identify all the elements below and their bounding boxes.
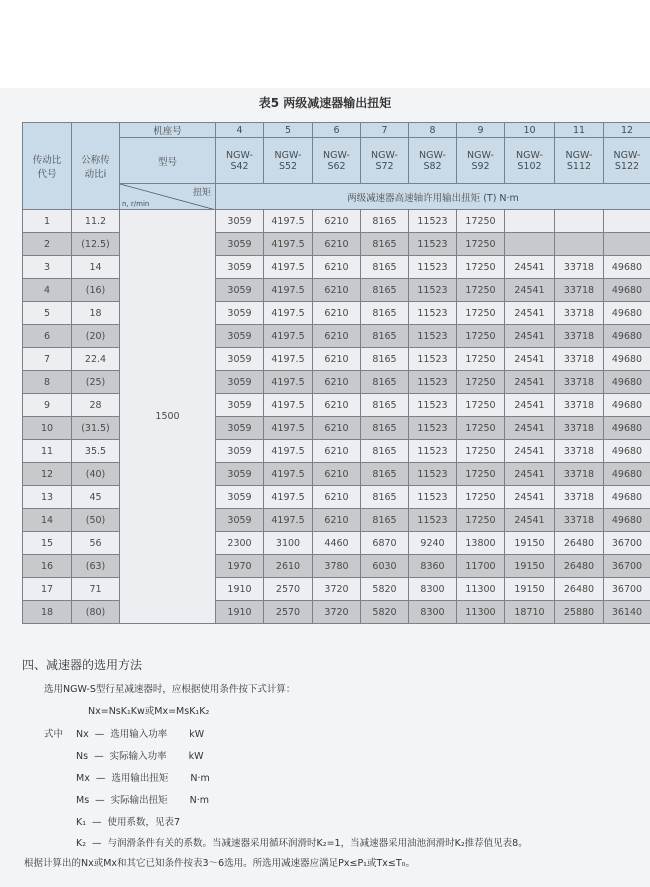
torque-value-cell: 4197.5 xyxy=(264,463,313,486)
input-speed-cell: 1500 xyxy=(120,210,216,624)
torque-value-cell: 25880 xyxy=(555,601,604,624)
table-title: 表5 两级减速器输出扭矩 xyxy=(258,96,392,110)
torque-value-cell: 33718 xyxy=(555,348,604,371)
model-cell: NGW-S92 xyxy=(457,138,505,184)
torque-value-cell: 17250 xyxy=(457,348,505,371)
torque-value-cell: 3059 xyxy=(216,233,264,256)
torque-value-cell: 4197.5 xyxy=(264,233,313,256)
table-row xyxy=(23,486,650,509)
torque-value-cell: 4197.5 xyxy=(264,210,313,233)
torque-value-cell: 6210 xyxy=(313,394,361,417)
torque-value-cell: 11523 xyxy=(409,233,457,256)
where-prefix: 式中 xyxy=(44,729,64,740)
nominal-ratio-cell: (50) xyxy=(72,509,120,532)
torque-value-cell: 3100 xyxy=(264,532,313,555)
torque-value-cell: 4460 xyxy=(313,532,361,555)
ratio-code-cell: 10 xyxy=(23,417,72,440)
table-row xyxy=(23,371,650,394)
torque-value-cell xyxy=(604,233,650,256)
table-row xyxy=(23,601,650,624)
torque-value-cell: 4197.5 xyxy=(264,486,313,509)
torque-value-cell: 17250 xyxy=(457,486,505,509)
torque-value-cell: 4197.5 xyxy=(264,279,313,302)
definition-unit: kW xyxy=(189,729,205,740)
torque-value-cell: 26480 xyxy=(555,532,604,555)
torque-value-cell: 9240 xyxy=(409,532,457,555)
torque-value-cell: 17250 xyxy=(457,509,505,532)
definition-text: 实际输入功率 xyxy=(109,751,167,762)
torque-value-cell: 17250 xyxy=(457,325,505,348)
ratio-code-cell: 17 xyxy=(23,578,72,601)
ratio-code-cell: 16 xyxy=(23,555,72,578)
header-ratio-code: 传动比代号 xyxy=(23,123,72,210)
torque-value-cell: 49680 xyxy=(604,509,650,532)
torque-value-cell xyxy=(555,210,604,233)
torque-value-cell: 17250 xyxy=(457,210,505,233)
torque-value-cell: 11523 xyxy=(409,463,457,486)
torque-value-cell: 24541 xyxy=(505,279,555,302)
torque-value-cell: 4197.5 xyxy=(264,394,313,417)
nominal-ratio-cell: (40) xyxy=(72,463,120,486)
torque-value-cell: 6210 xyxy=(313,210,361,233)
table-row xyxy=(23,233,650,256)
torque-value-cell: 49680 xyxy=(604,371,650,394)
frame-cell: 5 xyxy=(264,123,313,138)
torque-value-cell xyxy=(604,210,650,233)
torque-value-cell: 6210 xyxy=(313,417,361,440)
torque-table xyxy=(22,122,650,624)
torque-value-cell: 13800 xyxy=(457,532,505,555)
torque-value-cell: 11523 xyxy=(409,256,457,279)
torque-value-cell: 8165 xyxy=(361,509,409,532)
table-row xyxy=(23,578,650,601)
ratio-code-cell: 12 xyxy=(23,463,72,486)
frame-cell: 9 xyxy=(457,123,505,138)
torque-value-cell: 19150 xyxy=(505,578,555,601)
header-frame-label: 机座号 xyxy=(120,123,216,138)
torque-value-cell: 33718 xyxy=(555,509,604,532)
table-row xyxy=(23,463,650,486)
torque-value-cell: 8165 xyxy=(361,210,409,233)
table-row xyxy=(23,394,650,417)
torque-value-cell: 11523 xyxy=(409,279,457,302)
nominal-ratio-cell: (20) xyxy=(72,325,120,348)
torque-value-cell: 24541 xyxy=(505,371,555,394)
definition-unit: N·m xyxy=(189,795,210,806)
torque-value-cell xyxy=(505,210,555,233)
torque-value-cell: 11523 xyxy=(409,210,457,233)
torque-value-cell: 6210 xyxy=(313,348,361,371)
nominal-ratio-cell: 18 xyxy=(72,302,120,325)
table-row xyxy=(23,440,650,463)
torque-value-cell: 8165 xyxy=(361,417,409,440)
table-row xyxy=(23,256,650,279)
torque-value-cell: 3059 xyxy=(216,463,264,486)
torque-value-cell: 6210 xyxy=(313,233,361,256)
torque-value-cell: 6210 xyxy=(313,463,361,486)
torque-value-cell: 11523 xyxy=(409,417,457,440)
definition-dash: — xyxy=(92,838,102,849)
model-cell: NGW-S102 xyxy=(505,138,555,184)
header-model-label: 型号 xyxy=(120,138,216,184)
torque-value-cell: 24541 xyxy=(505,348,555,371)
torque-value-cell: 8165 xyxy=(361,325,409,348)
torque-value-cell: 6210 xyxy=(313,509,361,532)
torque-value-cell: 3059 xyxy=(216,325,264,348)
nominal-ratio-cell: (31.5) xyxy=(72,417,120,440)
torque-value-cell: 36700 xyxy=(604,532,650,555)
torque-value-cell: 18710 xyxy=(505,601,555,624)
torque-value-cell: 24541 xyxy=(505,417,555,440)
torque-value-cell: 24541 xyxy=(505,256,555,279)
frame-cell: 4 xyxy=(216,123,264,138)
torque-value-cell: 49680 xyxy=(604,417,650,440)
torque-value-cell: 24541 xyxy=(505,325,555,348)
torque-value-cell: 2610 xyxy=(264,555,313,578)
torque-value-cell: 33718 xyxy=(555,394,604,417)
definition-text: 与润滑条件有关的系数。当减速器采用循环润滑时K₂=1，当减速器采用油池润滑时K₂推荐值见表8。 xyxy=(107,838,528,849)
definition-text: 实际输出扭矩 xyxy=(110,795,168,806)
torque-value-cell: 33718 xyxy=(555,279,604,302)
definition-symbol: Ms xyxy=(76,795,90,806)
torque-value-cell: 33718 xyxy=(555,325,604,348)
ratio-code-cell: 14 xyxy=(23,509,72,532)
torque-value-cell: 6210 xyxy=(313,486,361,509)
torque-value-cell: 3059 xyxy=(216,371,264,394)
torque-value-cell: 17250 xyxy=(457,417,505,440)
ratio-code-cell: 13 xyxy=(23,486,72,509)
torque-value-cell: 36140 xyxy=(604,601,650,624)
torque-value-cell: 4197.5 xyxy=(264,348,313,371)
model-cell: NGW-S42 xyxy=(216,138,264,184)
frame-cell: 6 xyxy=(313,123,361,138)
torque-value-cell: 11300 xyxy=(457,601,505,624)
torque-value-cell: 24541 xyxy=(505,440,555,463)
table-row xyxy=(23,417,650,440)
nominal-ratio-cell: 11.2 xyxy=(72,210,120,233)
definition-item xyxy=(76,726,210,740)
torque-value-cell xyxy=(555,233,604,256)
torque-value-cell: 6210 xyxy=(313,279,361,302)
torque-value-cell: 3720 xyxy=(313,578,361,601)
torque-value-cell: 11300 xyxy=(457,578,505,601)
torque-value-cell: 2300 xyxy=(216,532,264,555)
ratio-code-cell: 3 xyxy=(23,256,72,279)
torque-value-cell: 5820 xyxy=(361,601,409,624)
torque-value-cell: 49680 xyxy=(604,440,650,463)
table-row xyxy=(23,555,650,578)
torque-value-cell: 6210 xyxy=(313,302,361,325)
table-row xyxy=(23,325,650,348)
torque-value-cell: 24541 xyxy=(505,463,555,486)
torque-value-cell: 11523 xyxy=(409,394,457,417)
torque-value-cell: 33718 xyxy=(555,302,604,325)
torque-value-cell: 8165 xyxy=(361,440,409,463)
definition-item xyxy=(76,748,209,762)
torque-value-cell: 4197.5 xyxy=(264,371,313,394)
definition-item xyxy=(76,835,556,849)
ratio-code-cell: 1 xyxy=(23,210,72,233)
torque-value-cell: 8165 xyxy=(361,233,409,256)
nominal-ratio-cell: (80) xyxy=(72,601,120,624)
conclusion: 根据计算出的Nx或Mx和其它已知条件按表3～6选用。所选用减速器应满足Px≤P₁或Tx≤T₀。 xyxy=(24,858,415,869)
definition-symbol: K₂ xyxy=(76,838,87,849)
model-cell: NGW-S62 xyxy=(313,138,361,184)
torque-value-cell: 49680 xyxy=(604,394,650,417)
frame-cell: 7 xyxy=(361,123,409,138)
torque-value-cell: 49680 xyxy=(604,325,650,348)
torque-value-cell xyxy=(505,233,555,256)
definition-item xyxy=(76,814,208,828)
torque-value-cell: 6210 xyxy=(313,440,361,463)
torque-value-cell: 6210 xyxy=(313,371,361,394)
definition-unit: N·m xyxy=(190,773,210,784)
definition-item xyxy=(76,770,216,784)
definition-symbol: Nx xyxy=(76,729,89,740)
torque-value-cell: 2570 xyxy=(264,578,313,601)
torque-value-cell: 17250 xyxy=(457,256,505,279)
torque-value-cell: 8165 xyxy=(361,302,409,325)
model-cell: NGW-S82 xyxy=(409,138,457,184)
torque-value-cell: 17250 xyxy=(457,394,505,417)
torque-value-cell: 1910 xyxy=(216,601,264,624)
torque-value-cell: 3720 xyxy=(313,601,361,624)
torque-value-cell: 11700 xyxy=(457,555,505,578)
torque-value-cell: 11523 xyxy=(409,302,457,325)
torque-value-cell: 26480 xyxy=(555,555,604,578)
definition-symbol: Ns xyxy=(76,751,89,762)
torque-value-cell: 19150 xyxy=(505,555,555,578)
frame-cell: 8 xyxy=(409,123,457,138)
torque-value-cell: 5820 xyxy=(361,578,409,601)
torque-value-cell: 17250 xyxy=(457,440,505,463)
definition-dash: — xyxy=(94,729,105,740)
torque-value-cell: 6870 xyxy=(361,532,409,555)
frame-cell: 12 xyxy=(604,123,650,138)
model-cell: NGW-S122 xyxy=(604,138,650,184)
nominal-ratio-cell: 56 xyxy=(72,532,120,555)
torque-value-cell: 36700 xyxy=(604,578,650,601)
torque-value-cell: 49680 xyxy=(604,302,650,325)
torque-value-cell: 8165 xyxy=(361,486,409,509)
ratio-code-cell: 5 xyxy=(23,302,72,325)
ratio-code-cell: 9 xyxy=(23,394,72,417)
diagonal-header-cell xyxy=(120,184,216,210)
torque-value-cell: 24541 xyxy=(505,486,555,509)
nominal-ratio-cell: (25) xyxy=(72,371,120,394)
ratio-code-cell: 11 xyxy=(23,440,72,463)
nominal-ratio-cell: 45 xyxy=(72,486,120,509)
allowable-torque-span: 两级减速器高速轴许用输出扭矩 (T) N·m xyxy=(216,184,650,210)
torque-label: 扭矩 xyxy=(192,188,211,198)
torque-value-cell: 24541 xyxy=(505,394,555,417)
torque-value-cell: 8360 xyxy=(409,555,457,578)
definition-text: 使用系数，见表7 xyxy=(107,817,181,828)
definition-text: 选用输出扭矩 xyxy=(111,773,169,784)
ratio-code-cell: 8 xyxy=(23,371,72,394)
torque-value-cell: 4197.5 xyxy=(264,509,313,532)
torque-value-cell: 11523 xyxy=(409,440,457,463)
torque-value-cell: 3059 xyxy=(216,509,264,532)
torque-value-cell: 3059 xyxy=(216,302,264,325)
nominal-ratio-cell: 28 xyxy=(72,394,120,417)
torque-value-cell: 11523 xyxy=(409,486,457,509)
torque-value-cell: 6210 xyxy=(313,325,361,348)
torque-value-cell: 2570 xyxy=(264,601,313,624)
torque-value-cell: 3059 xyxy=(216,486,264,509)
definition-symbol: Mx xyxy=(76,773,90,784)
definition-dash: — xyxy=(92,817,102,828)
torque-value-cell: 4197.5 xyxy=(264,256,313,279)
table-row xyxy=(23,532,650,555)
nominal-ratio-cell: 71 xyxy=(72,578,120,601)
ratio-code-cell: 2 xyxy=(23,233,72,256)
torque-value-cell: 33718 xyxy=(555,486,604,509)
model-cell: NGW-S72 xyxy=(361,138,409,184)
table-row xyxy=(23,210,650,233)
ratio-code-cell: 15 xyxy=(23,532,72,555)
torque-value-cell: 1970 xyxy=(216,555,264,578)
definition-symbol: K₁ xyxy=(76,817,87,828)
torque-value-cell: 49680 xyxy=(604,348,650,371)
torque-value-cell: 3059 xyxy=(216,394,264,417)
torque-value-cell: 49680 xyxy=(604,256,650,279)
definition-unit: kW xyxy=(188,751,204,762)
frame-cell: 11 xyxy=(555,123,604,138)
torque-value-cell: 26480 xyxy=(555,578,604,601)
header-nominal-ratio: 公称传动比i xyxy=(72,123,120,210)
ratio-code-cell: 18 xyxy=(23,601,72,624)
torque-value-cell: 3780 xyxy=(313,555,361,578)
torque-value-cell: 8300 xyxy=(409,578,457,601)
torque-value-cell: 17250 xyxy=(457,302,505,325)
torque-value-cell: 11523 xyxy=(409,509,457,532)
nominal-ratio-cell: 14 xyxy=(72,256,120,279)
nominal-ratio-cell: 22.4 xyxy=(72,348,120,371)
torque-value-cell: 49680 xyxy=(604,463,650,486)
section-intro: 选用NGW-S型行星减速器时，应根据使用条件按下式计算： xyxy=(44,684,296,695)
ratio-code-cell: 4 xyxy=(23,279,72,302)
torque-value-cell: 4197.5 xyxy=(264,302,313,325)
torque-value-cell: 8165 xyxy=(361,348,409,371)
section-heading: 四、减速器的选用方法 xyxy=(22,658,143,672)
torque-value-cell: 4197.5 xyxy=(264,440,313,463)
definition-dash: — xyxy=(95,795,105,806)
torque-value-cell: 3059 xyxy=(216,440,264,463)
model-cell: NGW-S112 xyxy=(555,138,604,184)
torque-value-cell: 8165 xyxy=(361,256,409,279)
ratio-code-cell: 6 xyxy=(23,325,72,348)
torque-value-cell: 24541 xyxy=(505,302,555,325)
torque-value-cell: 8165 xyxy=(361,394,409,417)
formula: Nx=NsK₁Kw或Mx=MsK₁K₂ xyxy=(88,706,210,717)
torque-value-cell: 8300 xyxy=(409,601,457,624)
torque-value-cell: 49680 xyxy=(604,486,650,509)
torque-value-cell: 4197.5 xyxy=(264,417,313,440)
ratio-code-cell: 7 xyxy=(23,348,72,371)
torque-value-cell: 3059 xyxy=(216,210,264,233)
definition-dash: — xyxy=(94,751,104,762)
torque-value-cell: 17250 xyxy=(457,279,505,302)
torque-value-cell: 19150 xyxy=(505,532,555,555)
table-row xyxy=(23,279,650,302)
nominal-ratio-cell: (16) xyxy=(72,279,120,302)
nominal-ratio-cell: (12.5) xyxy=(72,233,120,256)
torque-value-cell: 11523 xyxy=(409,348,457,371)
definition-text: 选用输入功率 xyxy=(110,729,168,740)
torque-value-cell: 3059 xyxy=(216,279,264,302)
torque-value-cell: 6030 xyxy=(361,555,409,578)
torque-value-cell: 11523 xyxy=(409,371,457,394)
torque-value-cell: 8165 xyxy=(361,279,409,302)
torque-value-cell: 17250 xyxy=(457,371,505,394)
torque-value-cell: 36700 xyxy=(604,555,650,578)
frame-cell: 10 xyxy=(505,123,555,138)
torque-value-cell: 49680 xyxy=(604,279,650,302)
torque-value-cell: 4197.5 xyxy=(264,325,313,348)
torque-value-cell: 3059 xyxy=(216,348,264,371)
torque-value-cell: 6210 xyxy=(313,256,361,279)
model-cell: NGW-S52 xyxy=(264,138,313,184)
torque-value-cell: 17250 xyxy=(457,233,505,256)
torque-value-cell: 33718 xyxy=(555,440,604,463)
table-row xyxy=(23,509,650,532)
torque-value-cell: 24541 xyxy=(505,509,555,532)
torque-value-cell: 33718 xyxy=(555,463,604,486)
torque-value-cell: 3059 xyxy=(216,417,264,440)
table-row xyxy=(23,348,650,371)
torque-value-cell: 33718 xyxy=(555,417,604,440)
speed-label: n, r/min xyxy=(122,200,150,208)
torque-value-cell: 3059 xyxy=(216,256,264,279)
nominal-ratio-cell: 35.5 xyxy=(72,440,120,463)
torque-value-cell: 33718 xyxy=(555,256,604,279)
definition-dash: — xyxy=(95,773,106,784)
torque-value-cell: 33718 xyxy=(555,371,604,394)
torque-value-cell: 8165 xyxy=(361,463,409,486)
definition-item xyxy=(76,792,215,806)
torque-value-cell: 1910 xyxy=(216,578,264,601)
torque-value-cell: 8165 xyxy=(361,371,409,394)
torque-value-cell: 17250 xyxy=(457,463,505,486)
torque-value-cell: 11523 xyxy=(409,325,457,348)
nominal-ratio-cell: (63) xyxy=(72,555,120,578)
table-row xyxy=(23,302,650,325)
